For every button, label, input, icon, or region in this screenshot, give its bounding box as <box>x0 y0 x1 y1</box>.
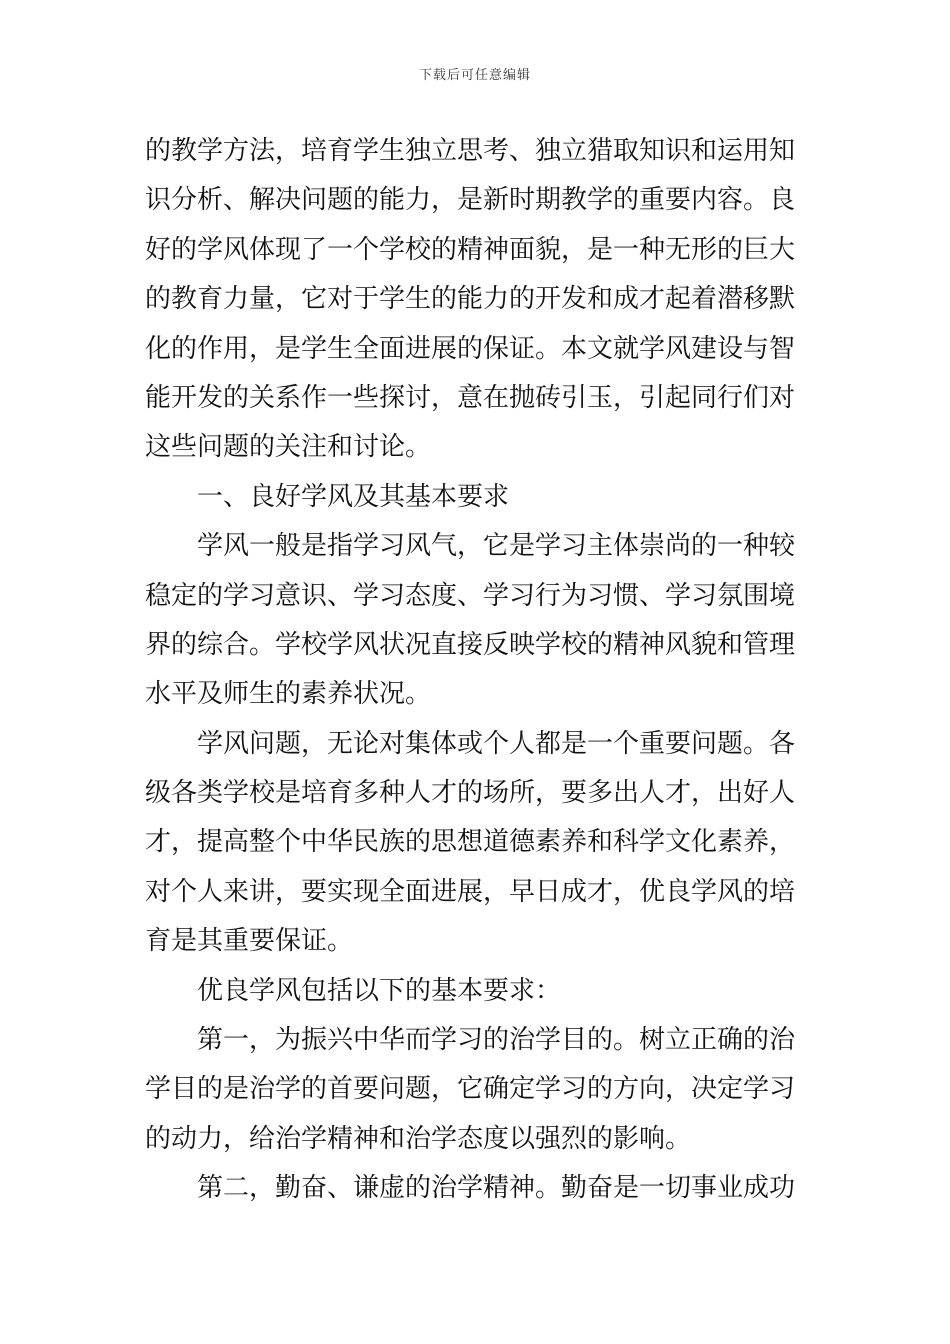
paragraph-start: 第一，为振兴中华而学习的治学目的。树立正确的治 <box>197 1025 796 1056</box>
paragraph-start: 学风问题，无论对集体或个人都是一个重要问题。各 <box>197 728 796 759</box>
text-line: 这些问题的关注和讨论。 <box>145 432 432 463</box>
paragraph-start: 优良学风包括以下的基本要求： <box>197 975 562 1006</box>
text-line: 的教育力量，它对于学生的能力的开发和成才起着潜移默 <box>145 284 796 315</box>
paragraph-start: 学风一般是指学习风气，它是学习主体崇尚的一种较 <box>197 531 796 562</box>
text-line: 稳定的学习意识、学习态度、学习行为习惯、学习氛围境 <box>145 580 796 611</box>
text-line: 才，提高整个中华民族的思想道德素养和科学文化素养， <box>145 827 796 858</box>
text-line: 育是其重要保证。 <box>145 926 354 957</box>
text-line: 能开发的关系作一些探讨，意在抛砖引玉，引起同行们对 <box>145 382 796 413</box>
text-line: 识分析、解决问题的能力，是新时期教学的重要内容。良 <box>145 185 796 216</box>
text-line: 界的综合。学校学风状况直接反映学校的精神风貌和管理 <box>145 629 796 660</box>
text-line: 学目的是治学的首要问题，它确定学习的方向，决定学习 <box>145 1074 796 1105</box>
document-body <box>145 127 805 1214</box>
text-line: 的动力，给治学精神和治学态度以强烈的影响。 <box>145 1123 692 1154</box>
text-line: 水平及师生的素养状况。 <box>145 679 432 710</box>
header-note: 下载后可任意编辑 <box>418 68 531 83</box>
text-line: 化的作用，是学生全面进展的保证。本文就学风建设与智 <box>145 333 796 364</box>
text-line: 的教学方法，培育学生独立思考、独立猎取知识和运用知 <box>145 136 796 166</box>
paragraph-start: 第二，勤奋、谦虚的治学精神。勤奋是一切事业成功 <box>197 1173 796 1204</box>
text-line: 好的学风体现了一个学校的精神面貌，是一种无形的巨大 <box>145 234 796 265</box>
text-line: 对个人来讲，要实现全面进展，早日成才，优良学风的培 <box>145 876 796 907</box>
text-line: 级各类学校是培育多种人才的场所，要多出人才，出好人 <box>145 778 796 809</box>
section-heading: 一、良好学风及其基本要求 <box>197 481 510 512</box>
